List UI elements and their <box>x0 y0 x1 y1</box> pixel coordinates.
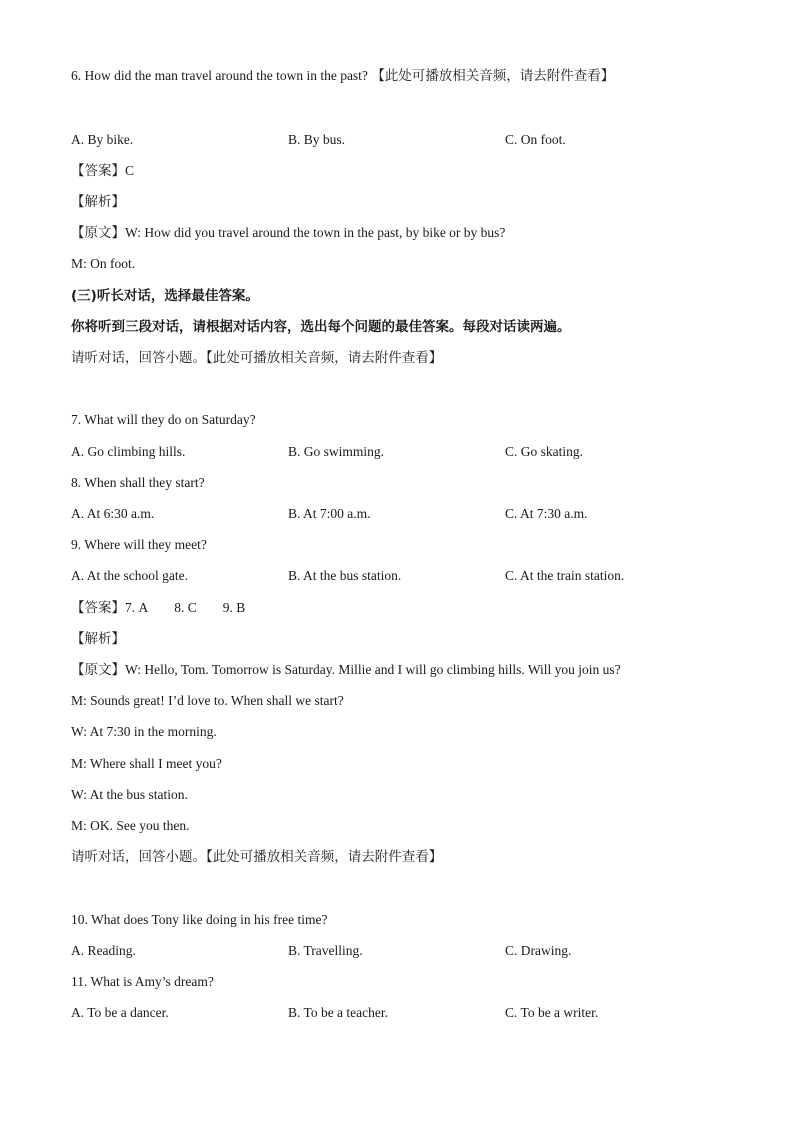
q7-option-c: C. Go skating. <box>505 444 584 459</box>
dialogue-line-6: M: OK. See you then. <box>71 818 190 833</box>
q7-option-b: B. Go swimming. <box>288 444 385 459</box>
q6-answer-tag: 【答案】 <box>71 163 125 179</box>
q10-option-c: C. Drawing. <box>505 943 572 958</box>
answer-7: 7. A <box>125 600 149 615</box>
q11-option-a: A. To be a dancer. <box>71 1005 169 1020</box>
dialogue-text-1: W: Hello, Tom. Tomorrow is Saturday. Millie and I will go climbing hills. Will you join us? <box>125 662 621 677</box>
q9-option-c: C. At the train station. <box>505 568 625 583</box>
dialogue-line-2: M: Sounds great! I’d love to. When shall we start? <box>71 693 344 708</box>
answer-9: 9. B <box>222 600 246 615</box>
q11-option-c: C. To be a writer. <box>505 1005 599 1020</box>
q6-question-line <box>71 67 614 85</box>
q8-option-c: C. At 7:30 a.m. <box>505 506 588 521</box>
q11-question: 11. What is Amy’s dream? <box>71 974 214 989</box>
q8-option-b: B. At 7:00 a.m. <box>288 506 371 521</box>
q11-option-b: B. To be a teacher. <box>288 1005 389 1020</box>
answers-7-9-original-tag: 【原文】 <box>71 662 125 678</box>
listen-prompt-2: 请听对话，回答小题。【此处可播放相关音频，请去附件查看】 <box>71 849 443 865</box>
section3-title: (三)听长对话，选择最佳答案。 <box>71 288 259 304</box>
q6-transcript-line-1 <box>71 224 505 242</box>
q6-transcript-1: W: How did you travel around the town in the past, by bike or by bus? <box>125 225 506 240</box>
q6-option-a: A. By bike. <box>71 132 134 147</box>
q6-option-c: C. On foot. <box>505 132 566 147</box>
q8-question: 8. When shall they start? <box>71 475 205 490</box>
answers-7-9-tag: 【答案】 <box>71 600 125 616</box>
answer-8: 8. C <box>174 600 197 615</box>
answers-7-9-analysis-tag: 【解析】 <box>71 631 125 647</box>
q9-option-a: A. At the school gate. <box>71 568 188 583</box>
q6-question: 6. How did the man travel around the town in the past? <box>71 68 368 83</box>
q10-option-a: A. Reading. <box>71 943 136 958</box>
q7-question: 7. What will they do on Saturday? <box>71 412 256 427</box>
q6-answer: C <box>125 163 135 178</box>
q9-question: 9. Where will they meet? <box>71 537 207 552</box>
section3-listen-prompt: 请听对话，回答小题。【此处可播放相关音频，请去附件查看】 <box>71 350 443 366</box>
q6-transcript-2: M: On foot. <box>71 256 136 271</box>
q6-original-tag: 【原文】 <box>71 225 125 241</box>
section3-instruction: 你将听到三段对话，请根据对话内容，选出每个问题的最佳答案。每段对话读两遍。 <box>71 319 571 335</box>
q7-option-a: A. Go climbing hills. <box>71 444 186 459</box>
answers-7-9-line <box>71 599 245 617</box>
q6-audio-note: 【此处可播放相关音频，请去附件查看】 <box>371 68 615 84</box>
dialogue-line-4: M: Where shall I meet you? <box>71 756 222 771</box>
q10-option-b: B. Travelling. <box>288 943 363 958</box>
dialogue-line-3: W: At 7:30 in the morning. <box>71 724 217 739</box>
q6-option-b: B. By bus. <box>288 132 346 147</box>
q10-question: 10. What does Tony like doing in his free time? <box>71 912 328 927</box>
q6-analysis-tag: 【解析】 <box>71 194 125 210</box>
dialogue-line-1 <box>71 661 621 679</box>
q9-option-b: B. At the bus station. <box>288 568 402 583</box>
q6-answer-line <box>71 162 134 180</box>
q8-option-a: A. At 6:30 a.m. <box>71 506 155 521</box>
dialogue-line-5: W: At the bus station. <box>71 787 188 802</box>
